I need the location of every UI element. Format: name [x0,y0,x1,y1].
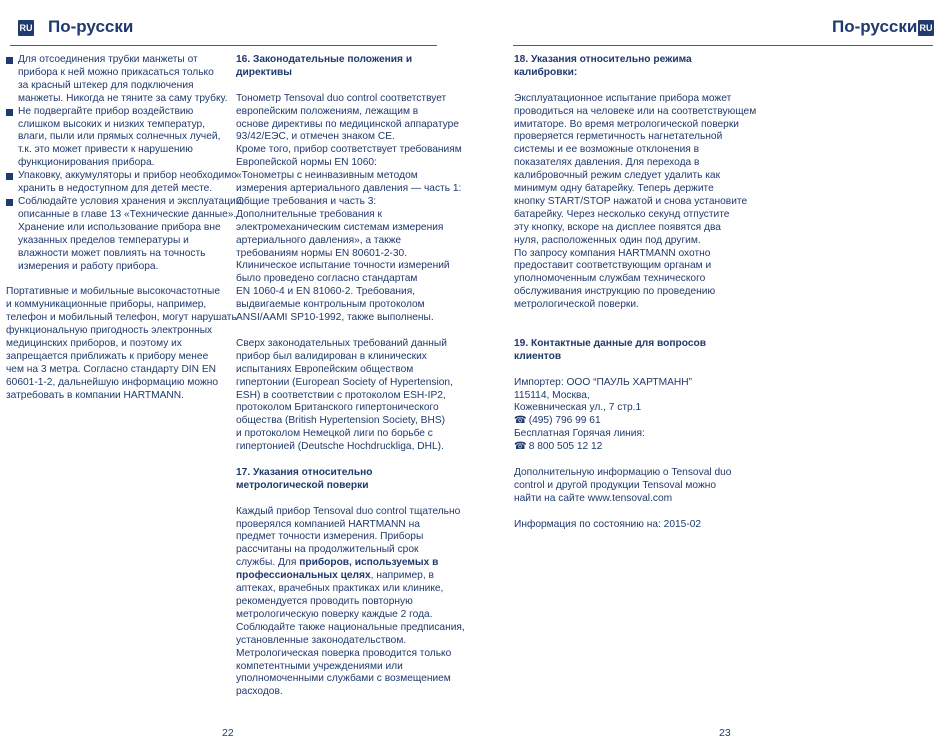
bullet-item [6,170,237,196]
text-line: артериального давления», а также [236,234,402,246]
bullet-text-line: за красный штекер для подключения [18,79,194,91]
paragraph-line: затребовать в компании HARTMANN. [6,389,184,401]
text-line: Сверх законодательных требований данный [236,337,447,349]
bullet-text-line: измерения и работу прибора. [18,260,159,272]
text-line: 93/42/ЕЭС, и отмечен знаком CE. [236,131,395,143]
square-bullet-icon [6,57,13,64]
s17-line: рассчитаны на продолжительный срок [236,544,419,556]
header-rule-right [513,45,933,46]
text-line: гипертонией (Deutsche Hochdruckliga, DHL). [236,441,444,453]
phone-line-1 [514,415,734,428]
text-line: было проведено согласно стандартам [236,273,418,285]
text-line: По запросу компания HARTMANN охотно [514,247,711,259]
text-line: рекомендуется проводить повторную [236,596,413,607]
text-line: найти на сайте www.tensoval.com [514,492,673,504]
text-line: испытаниях Европейским обществом [236,363,414,375]
text-line: калибровки: [514,66,578,78]
section-17-title [236,467,446,493]
section-18-title [514,54,734,80]
text-line: Дополнительные требования к [236,208,382,220]
text-line: Кожевническая ул., 7 стр.1 [514,402,642,414]
bullet-text-line: функционирования прибора. [18,157,155,169]
text-line: уполномоченным службам технического [514,273,706,285]
text-line: ANSI/AAMI SP10-1992, также выполнены. [236,312,434,324]
s17-line: Каждый прибор Tensoval duo control тщательно [236,505,461,517]
s17-line: проверялся компанией HARTMANN на [236,518,420,530]
text-line: Дополнительную информацию о Tensoval duo [514,466,732,478]
text-line: прибор был валидирован в клинических [236,350,427,362]
text-line: 115114, Москва, [514,389,590,401]
paragraph-line: функциональную пригодность электронных [6,325,213,337]
text-line: измерения артериального давления — часть 1: [236,183,462,195]
bullet-item [6,54,226,106]
text-line: метрологической поверки. [514,299,639,311]
paragraph-line: медицинских приборов, и поэтому их [6,337,182,349]
text-line: системы и ее возможные отклонения в [514,144,700,156]
text-line: Кроме того, прибор соответствует требованиям [236,144,462,156]
text-line: Метрологическая поверка проводится только [236,647,452,659]
bullet-text-line: манжеты. Никогда не тяните за саму трубку. [18,92,228,104]
bullet-text-line: влаги, пыли или прямых солнечных лучей, [18,131,221,143]
text-line: Общие требования и часть 3: [236,195,377,207]
text-line: минимум одну батарейку. Теперь держите [514,183,714,195]
text-line: электромеханическим системам измерения [236,221,444,233]
square-bullet-icon [6,109,13,116]
column-middle [236,54,465,712]
text-line: обслуживания инструкцию по проведению [514,286,716,298]
text-line: уполномоченными службами с возмещением [236,673,451,685]
section-19-title [514,338,734,364]
text-line: имитаторе. Во время метрологической поверки [514,118,739,130]
s17-rest [236,583,465,699]
text-line: 18. Указания относительно режима [514,54,692,65]
text-line: 19. Контактные данные для вопросов [514,337,706,349]
status-date [514,519,734,532]
s17-line [236,557,446,570]
phone-number-2: 8 800 505 12 12 [528,441,603,453]
page-number-right: 23 [719,727,731,739]
text-line: предоставит соответствующим органам и [514,260,712,272]
page-title-right: По-русски [832,17,918,36]
text-line: требованиям нормы EN 80601-2-30. [236,247,408,259]
text-line: показателях давления. Для перехода в [514,157,700,169]
bullet-text-line: влажности может повлиять на точность [18,247,206,259]
s17-text: службы. Для [236,557,300,569]
text-line: control и другой продукции Tensoval можно [514,479,717,491]
section-17-paragraph [236,505,465,700]
language-badge-right: RU [918,20,934,36]
text-line: основе директивы по медицинской аппаратуре [236,118,459,130]
text-line: проверяется герметичность нагнетательной [514,131,723,143]
text-line: проводиться на человеке или на соответствующем [514,105,757,117]
section-18-paragraph [514,92,757,312]
bullet-text-line: т.к. это может привести к нарушению [18,144,193,156]
contact-lines [514,377,734,416]
text-line: гипертонии (European Society of Hypertension, [236,376,453,388]
hf-devices-paragraph [6,286,237,402]
telephone-icon: ☎ [514,441,527,453]
paragraph-line: и коммуникационные приборы, например, [6,299,207,311]
text-line: «Тонометры с неинвазивным методом [236,170,418,182]
bullet-item [6,106,226,171]
column-left [6,54,245,415]
text-line: аптеках, врачебных практиках или клинике, [236,583,444,595]
s17-text: , например, в [370,570,434,582]
text-line: батарейку. Через несколько секунд отпустите [514,208,730,220]
contact-block [514,377,734,454]
bullet-text-line: Хранение или использование прибора вне [18,221,221,233]
s17-bold-text: приборов, используемых в [299,557,439,569]
bullet-text-line: Не подвергайте прибор воздействию [18,105,194,117]
header-rule-left [10,45,437,46]
text-line: Соблюдайте также национальные предписания, [236,621,465,633]
phone-line-2 [514,441,734,454]
bullet-text-line: Для отсоединения трубки манжеты от [18,54,198,65]
text-line: общества (British Hypertension Society, BHS) [236,415,446,427]
text-line: калибровочный режим следует удалить как [514,170,721,182]
paragraph-line: Портативные и мобильные высокочастотные [6,286,221,298]
s17-bold-text: профессиональных целях [236,570,371,582]
text-line: Клиническое испытание точности измерений [236,260,450,272]
text-line: клиентов [514,350,562,362]
text-line: Тонометр Tensoval duo control соответствует [236,92,447,104]
text-line: эту кнопку, вскоре на дисплее появятся два [514,221,721,233]
paragraph-line: запрещается приближать к прибору менее [6,350,209,362]
bullet-text-line: Упаковку, аккумуляторы и прибор необходимо [18,170,237,182]
text-line: и протоколом Немецкой лиги по борьбе с [236,428,433,440]
text-line: метрологической поверки [236,479,369,491]
paragraph-line: чем на 3 метра. Согласно стандарту DIN EN [6,363,216,375]
paragraph-line: телефон и мобильный телефон, могут нарушать [6,312,237,324]
text-line: установленные законодательством. [236,634,407,646]
text-line: метрологическую поверку каждые 2 года. [236,608,433,620]
text-line: протоколом Британского гипертонического [236,402,439,414]
bullet-text-line: описанные в главе 13 «Технические данные». [18,208,237,220]
hotline-label: Бесплатная Горячая линия: [514,428,645,440]
text-line: выдвигаемые контрольным протоколом [236,299,425,311]
paragraph-line: 60601-1-2, дальнейшую информацию можно [6,376,219,388]
text-line: Европейской нормы EN 1060: [236,157,377,169]
page-number-left: 22 [222,727,234,739]
safety-bullet-list [6,54,245,273]
bullet-text-line: Соблюдайте условия хранения и эксплуатации, [18,195,245,207]
bullet-text-line: хранить в недоступном для детей месте. [18,183,213,195]
text-line: Эксплуатационное испытание прибора может [514,92,732,104]
text-line: расходов. [236,686,283,698]
text-line: 17. Указания относительно [236,466,373,478]
telephone-icon: ☎ [514,415,527,427]
text-line: компетентными учреждениями или [236,660,403,672]
s17-line [236,570,446,583]
section-16-paragraph-2 [236,337,453,454]
text-line: европейским положениям, лежащим в [236,105,419,117]
more-info-paragraph [514,467,734,506]
s17-line: предмет точности измерения. Приборы [236,531,424,543]
bullet-text-line: прибора к ней можно прикасаться только [18,66,214,78]
bullet-text-line: указанных пределов температуры и [18,234,189,246]
text-line: ESH) в соответствии с протоколом ESH-IP2, [236,389,446,401]
section-16-title [236,54,446,80]
square-bullet-icon [6,173,13,180]
text-line: нуля, расположенных один под другим. [514,234,701,246]
text-line: EN 1060-4 и EN 81060-2. Требования, [236,286,416,298]
text-line: директивы [236,66,292,78]
page-title-left: По-русски [48,17,134,36]
section-16-paragraph-1 [236,92,462,325]
text-line: Импортер: ООО “ПАУЛЬ ХАРТМАНН” [514,376,693,388]
bullet-item [6,195,245,273]
square-bullet-icon [6,199,13,206]
phone-number-1: (495) 796 99 61 [528,415,601,427]
status-line: Информация по состоянию на: 2015-02 [514,518,702,530]
language-badge-left: RU [18,20,34,36]
text-line: кнопку START/STOP нажатой и снова установите [514,195,748,207]
text-line: 16. Законодательные положения и [236,54,413,65]
column-right [514,54,757,544]
bullet-text-line: слишком высоких и низких температур, [18,118,206,130]
